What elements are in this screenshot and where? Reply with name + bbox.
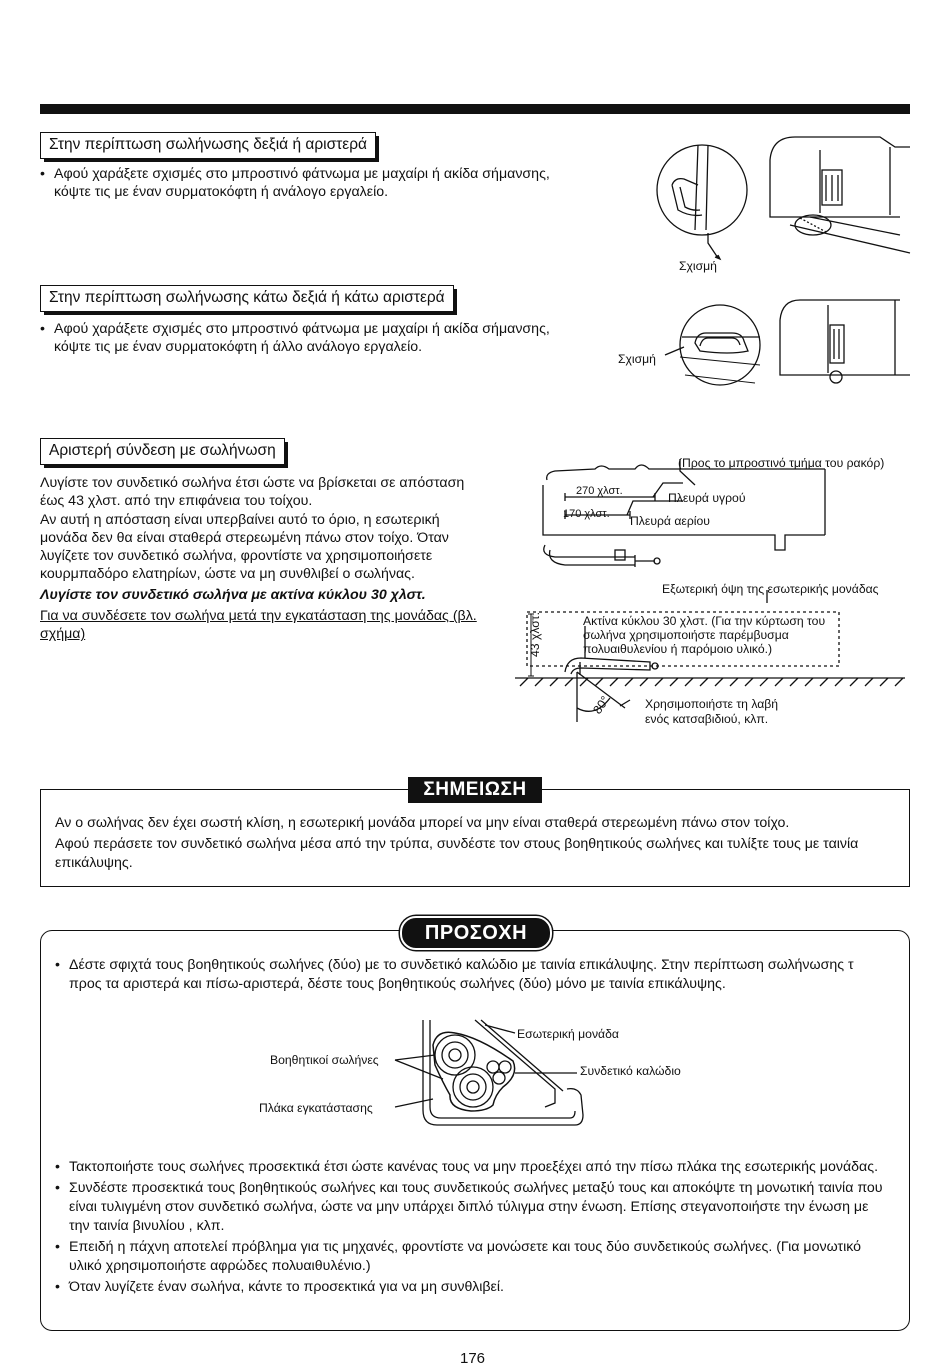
figure1-label: Σχισμή [679,259,717,273]
bullet-dot: • [55,1239,60,1255]
dim-170: 170 χλστ. [563,508,610,520]
top-rule [40,104,910,114]
front-label: (Προς το μπροστινό τμήμα του ρακόρ) [678,456,885,470]
angle-label: 80° [590,693,613,717]
dim-270: 270 χλστ. [576,485,623,497]
section2-bullet-text: Αφού χαράξετε σχισμές στο μπροστινό φάτνωμα με μαχαίρι ή ακίδα σήμανσης, κόψτε τις με έναν συρματοκόφτη ή άλλο ανάλογο εργαλείο. [54,321,550,355]
bullet-dot: • [40,321,45,337]
liquid-side-label: Πλευρά υγρού [668,491,746,505]
section3-link[interactable]: Για να συνδέσετε τον σωλήνα μετά την εγκατάσταση της μονάδας (βλ. σχήμα) [40,608,477,643]
aux-pipes-label: Βοηθητικοί σωλήνες [270,1053,379,1067]
handle-note: Χρησιμοποιήστε τη λαβή ενός κατσαβιδιού, κλπ. [645,697,779,726]
caution-item2: • Τακτοποιήστε τους σωλήνες προσεκτικά έτσι ώστε κανένας τους να μην προεξέχει από την πίσω πλάκα της εσωτερικής μονάδας. [55,1159,879,1175]
bullet-dot: • [55,957,60,973]
section2-title: Στην περίπτωση σωλήνωσης κάτω δεξιά ή κάτω αριστερά [40,285,454,312]
section2-bullet [40,320,574,356]
section1-bullet-text: Αφού χαράξετε σχισμές στο μπροστινό φάτνωμα με μαχαίρι ή ακίδα σήμανσης, κόψτε τις με έναν συρματοκόφτη ή ανάλογο εργαλείο. [54,166,550,200]
section3-body [40,474,485,644]
bullet-dot: • [55,1180,60,1196]
bullet-dot: • [40,166,45,182]
caution-item3: • Συνδέστε προσεκτικά τους βοηθητικούς σωλήνες και τους συνδετικούς σωλήνες μεταξύ τους και αποκόψτε τη μονωτική ταινία που είναι τυλιγμένη στον συνδετικό σωλήνα, ώστε να μην υπάρχει διπλό τύλιγμα στην ένωση. Επίσης στεγανοποιήστε την ένωση με την ταινία βινυλίου , κλπ. [55,1180,883,1234]
bullet-dot: • [55,1159,60,1175]
section3-para2: Αν αυτή η απόσταση είναι υπερβαίνει αυτό το όριο, η εσωτερική μονάδα δεν θα είναι σταθερά στερεωμένη πάνω στον τοίχο. Όταν λυγίζετε τον συνδετικό σωλήνα, φροντίστε να χρησιμοποιήσετε κουρμπαδόρο ελατηρίων, ώστε να μη συνθλιβεί ο σωλήνας. [40,511,449,583]
radius-note: Ακτίνα κύκλου 30 χλστ. (Για την κύρτωση του σωλήνα χρησιμοποιήστε παρέμβυσμα πολυαιθυλενίου ή παρόμοιο υλικό.) [583,614,826,656]
bullet-dot: • [55,1279,60,1295]
dim-43: 43 χλστ. [528,612,542,657]
figure2-label: Σχισμή [618,352,656,366]
figure-slit-side [650,125,910,275]
section3-bold: Λυγίστε τον συνδετικό σωλήνα με ακτίνα κύκλου 30 χλστ. [40,586,426,603]
section1-bullet [40,165,554,201]
indoor-unit-label: Εσωτερική μονάδα [517,1027,619,1041]
plate-label: Πλάκα εγκατάστασης [259,1101,373,1115]
section3-title: Αριστερή σύνδεση με σωλήνωση [40,438,285,465]
note-badge: ΣΗΜΕΙΩΣΗ [408,777,542,803]
gas-side-label: Πλευρά αερίου [630,514,710,528]
figure-slit-bottom [660,285,910,395]
outside-view-label: Εξωτερική όψη της εσωτερικής μονάδας [662,582,879,596]
caution-top [55,956,885,996]
section1-title: Στην περίπτωση σωλήνωσης δεξιά ή αριστερά [40,132,376,159]
caution-bottom [55,1158,885,1299]
note-line2: Αφού περάσετε τον συνδετικό σωλήνα μέσα από την τρύπα, συνδέστε τον στους βοηθητικούς σωλήνες και τυλίξτε τους με ταινία επικάλυψης. [55,836,859,871]
caution-item1: • Δέστε σφιχτά τους βοηθητικούς σωλήνες (δύο) με το συνδετικό καλώδιο με ταινία επικάλυψης. Στην περίπτωση σωλήνωσης τ προς τα αριστερά και πίσω-αριστερά, δέστε τους βοηθητικούς σωλήνες (δύο) μόνο με ταινία επικάλυψης. [55,957,854,992]
caution-badge: ΠΡΟΣΟΧΗ [400,916,552,950]
note-line1: Αν ο σωλήνας δεν έχει σωστή κλίση, η εσωτερική μονάδα μπορεί να μην είναι σταθερά στερεωμένη πάνω στον τοίχο. [55,815,790,831]
page-number: 176 [460,1350,486,1367]
cable-label: Συνδετικό καλώδιο [580,1064,681,1078]
caution-item5: • Όταν λυγίζετε έναν σωλήνα, κάντε το προσεκτικά για να μη συνθλιβεί. [55,1279,504,1295]
caution-item4: • Επειδή η πάχνη αποτελεί πρόβλημα για τις μηχανές, φροντίστε να μονώσετε και τους δύο συνδετικούς σωλήνες. (Για μονωτικό υλικό χρησιμοποιήστε αφρώδες πολυαιθυλένιο.) [55,1239,862,1274]
section3-para1: Λυγίστε τον συνδετικό σωλήνα έτσι ώστε να βρίσκεται σε απόσταση έως 43 χλστ. από την επιφάνεια του τοίχου. [40,475,465,510]
